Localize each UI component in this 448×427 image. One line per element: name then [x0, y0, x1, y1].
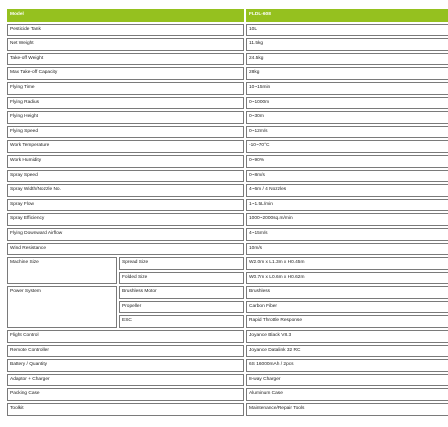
row-label: Work Humidity: [7, 155, 244, 168]
esc-value: Rapid Throttle Response: [246, 315, 448, 328]
table-row: [7, 213, 448, 226]
table-row: [7, 67, 448, 80]
table-row: [7, 53, 448, 66]
row-label: Packing Case: [7, 388, 244, 401]
row-label: Flying Radius: [7, 97, 244, 110]
row-value: 10L: [246, 24, 448, 37]
row-value: Maintenance/Repair Tools: [246, 403, 448, 416]
spec-sheet: [5, 7, 443, 418]
header-model-value: FLDL-608: [246, 9, 448, 22]
table-row: [7, 111, 448, 124]
header-label: Model: [7, 9, 244, 22]
brushless-motor-value: Brushless: [246, 286, 448, 299]
row-label: Adaptor + Charger: [7, 374, 244, 387]
row-label: Flying Height: [7, 111, 244, 124]
table-row: [7, 140, 448, 153]
row-value: 24.5kg: [246, 53, 448, 66]
row-label: Flying Downward Airflow: [7, 228, 244, 241]
row-value: 0~30m: [246, 111, 448, 124]
row-label: Max Take-off Capacity: [7, 67, 244, 80]
row-value: 10~15min: [246, 82, 448, 95]
row-value: -10~70°C: [246, 140, 448, 153]
row-label: Battery / Quantity: [7, 359, 244, 372]
power-system-label: Power System: [7, 286, 117, 328]
row-label: Spray Width/Nozzle No.: [7, 184, 244, 197]
row-label: Flight Control: [7, 330, 244, 343]
row-label: Spray Flow: [7, 199, 244, 212]
row-value: 10m/s: [246, 243, 448, 256]
table-row: [7, 330, 448, 343]
table-row: [7, 38, 448, 51]
folded-size-value: W0.7m x L0.6m x H0.62m: [246, 272, 448, 285]
row-value: 0~90%: [246, 155, 448, 168]
row-value: 4~15m/s: [246, 228, 448, 241]
row-label: Flying Time: [7, 82, 244, 95]
esc-label: ESC: [119, 315, 244, 328]
machine-size-label: Machine Size: [7, 257, 117, 284]
row-value: 8-way Charger: [246, 374, 448, 387]
table-row: [7, 82, 448, 95]
table-row: [7, 403, 448, 416]
table-row: [7, 228, 448, 241]
machine-size-row: [7, 257, 448, 270]
power-system-row: [7, 286, 448, 299]
row-value: 28kg: [246, 67, 448, 80]
table-row: [7, 184, 448, 197]
table-row: [7, 359, 448, 372]
table-header-row: [7, 9, 448, 22]
row-label: Remote Controller: [7, 345, 244, 358]
row-label: Flying Speed: [7, 126, 244, 139]
row-value: 6S 16000mAh / 2pcs: [246, 359, 448, 372]
row-value: Aluminum Case: [246, 388, 448, 401]
spec-table: [5, 7, 448, 418]
row-label: Spray Efficiency: [7, 213, 244, 226]
table-row: [7, 243, 448, 256]
row-value: Joyance Datalink 32 RC: [246, 345, 448, 358]
table-row: [7, 24, 448, 37]
row-label: Pesticide Tank: [7, 24, 244, 37]
table-row: [7, 345, 448, 358]
row-label: Net Weight: [7, 38, 244, 51]
table-row: [7, 199, 448, 212]
table-row: [7, 155, 448, 168]
propeller-label: Propeller: [119, 301, 244, 314]
table-row: [7, 388, 448, 401]
spread-size-label: Spread Size: [119, 257, 244, 270]
row-value: 0~8m/s: [246, 170, 448, 183]
row-value: 0~12m/s: [246, 126, 448, 139]
row-value: Joyance Black V8.3: [246, 330, 448, 343]
spread-size-value: W2.0m x L1.3m x H0.45m: [246, 257, 448, 270]
folded-size-label: Folded Size: [119, 272, 244, 285]
row-label: Toolkit: [7, 403, 244, 416]
row-value: 0~1000m: [246, 97, 448, 110]
row-label: Take-off Weight: [7, 53, 244, 66]
table-row: [7, 170, 448, 183]
row-label: Spray Speed: [7, 170, 244, 183]
row-value: 1~1.5L/min: [246, 199, 448, 212]
row-label: Wind Resistance: [7, 243, 244, 256]
brushless-motor-label: Brushless Motor: [119, 286, 244, 299]
table-row: [7, 97, 448, 110]
table-row: [7, 374, 448, 387]
row-value: 4~6m / 4 Nozzles: [246, 184, 448, 197]
table-row: [7, 126, 448, 139]
row-value: 11.5kg: [246, 38, 448, 51]
row-label: Work Temperature: [7, 140, 244, 153]
row-value: 1000~2000sq.m/min: [246, 213, 448, 226]
propeller-value: Carbon Fiber: [246, 301, 448, 314]
